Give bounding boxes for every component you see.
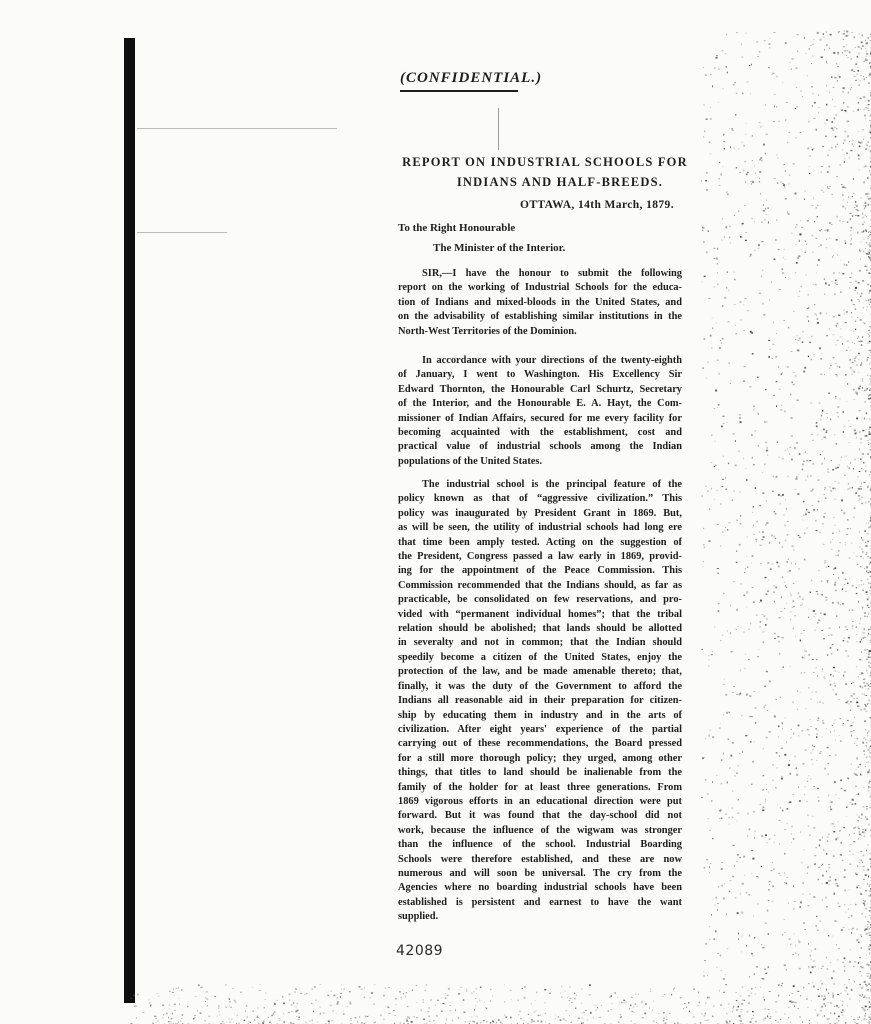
scan-line	[498, 108, 499, 150]
text-line: policy known as that of “aggressive civilization.” This	[398, 493, 682, 505]
text-line: missioner of Indian Affairs, secured for me every facility for	[398, 412, 682, 424]
text-line: as will be seen, the utility of industrial schools had long ere	[398, 522, 682, 534]
address-line-2: The Minister of the Interior.	[433, 242, 566, 254]
text-line: ship by educating them in industry and in the arts of	[398, 709, 682, 721]
text-line: on the advisability of establishing similar institutions in the	[398, 311, 682, 323]
text-line: established is persistent and earnest to have the want	[398, 896, 682, 908]
text-line: protection of the law, and be made amenable thereto; that,	[398, 666, 682, 678]
text-line: in severalty and not in common; that the Indian should	[398, 637, 682, 649]
text-line: Schools were therefore established, and these are now	[398, 853, 682, 865]
text-line: that time been amply tested. Acting on the suggestion of	[398, 536, 682, 548]
text-line: of the Interior, and the Honourable E. A. Hayt, the Com-	[398, 398, 682, 410]
text-line: speedily become a citizen of the United States, enjoy the	[398, 651, 682, 663]
report-title	[400, 152, 690, 192]
paragraph-washington-visit	[398, 354, 682, 469]
text-line: practicable, be consolidated on few reservations, and pro-	[398, 594, 682, 606]
text-line: civilization. After eight years' experience of the partial	[398, 723, 682, 735]
text-line: In accordance with your directions of the twenty-eighth	[422, 355, 682, 366]
text-line: Indians all reasonable aid in their preparation for citizen-	[398, 695, 682, 707]
scan-noise-bottom	[130, 984, 871, 1024]
text-line: The industrial school is the principal feature of the	[422, 479, 682, 490]
dateline: OTTAWA, 14th March, 1879.	[520, 199, 674, 211]
text-line: finally, it was the duty of the Government to afford the	[398, 680, 682, 692]
text-line: 1869 vigorous efforts in an educational direction were put	[398, 795, 682, 807]
text-line: things, that titles to land should be inalienable from the	[398, 767, 682, 779]
address-line-1: To the Right Honourable	[398, 222, 516, 234]
text-line: tion of Indians and mixed-bloods in the United States, and	[398, 296, 682, 308]
text-line: North-West Territories of the Dominion.	[398, 325, 577, 337]
text-line: SIR,—I have the honour to submit the following	[422, 268, 682, 279]
title-line-2: INDIANS AND HALF-BREEDS.	[456, 175, 664, 189]
text-line: report on the working of Industrial Schools for the educa-	[398, 282, 682, 294]
folio-number: 42089	[396, 943, 444, 959]
text-line: the President, Congress passed a law early in 1869, provid-	[398, 551, 682, 563]
text-line: vided with “permanent individual homes”; that the tribal	[398, 608, 682, 620]
paragraph-salutation	[398, 267, 682, 339]
text-line: ing for the appointment of the Peace Commission. This	[398, 565, 682, 577]
stamp-underline	[400, 90, 518, 92]
text-line: family of the holder for at least three generations. From	[398, 781, 682, 793]
text-line: relation should be abolished; that lands should be allotted	[398, 623, 682, 635]
text-line: for a still more thorough policy; they urged, among other	[398, 752, 682, 764]
text-line: becoming acquainted with the establishment, cost and	[398, 427, 682, 439]
scan-line	[137, 128, 337, 129]
binding-edge	[124, 38, 135, 1003]
text-line: practical value of industrial schools among the Indian	[398, 441, 682, 453]
text-line: populations of the United States.	[398, 455, 543, 467]
text-line: work, because the influence of the wigwam was stronger	[398, 824, 682, 836]
text-line: forward. But it was found that the day-school did not	[398, 810, 682, 822]
text-line: of January, I went to Washington. His Excellency Sir	[398, 369, 682, 381]
text-line: than the influence of the school. Industrial Boarding	[398, 839, 682, 851]
text-line: policy was inaugurated by President Grant in 1869. But,	[398, 507, 682, 519]
title-line-1: REPORT ON INDUSTRIAL SCHOOLS FOR	[402, 155, 688, 169]
text-line: Agencies where no boarding industrial schools have been	[398, 882, 682, 894]
scan-noise-right	[701, 30, 871, 1020]
text-line: Edward Thornton, the Honourable Carl Schurtz, Secretary	[398, 383, 682, 395]
text-line: Commission recommended that the Indians should, as far as	[398, 579, 682, 591]
text-line: carrying out of these recommendations, the Board pressed	[398, 738, 682, 750]
confidential-stamp: (CONFIDENTIAL.)	[400, 70, 543, 86]
text-line: numerous and will soon be universal. The cry from the	[398, 867, 682, 879]
scan-line	[137, 232, 227, 233]
text-line: supplied.	[398, 911, 439, 923]
paragraph-industrial-school	[398, 478, 682, 925]
